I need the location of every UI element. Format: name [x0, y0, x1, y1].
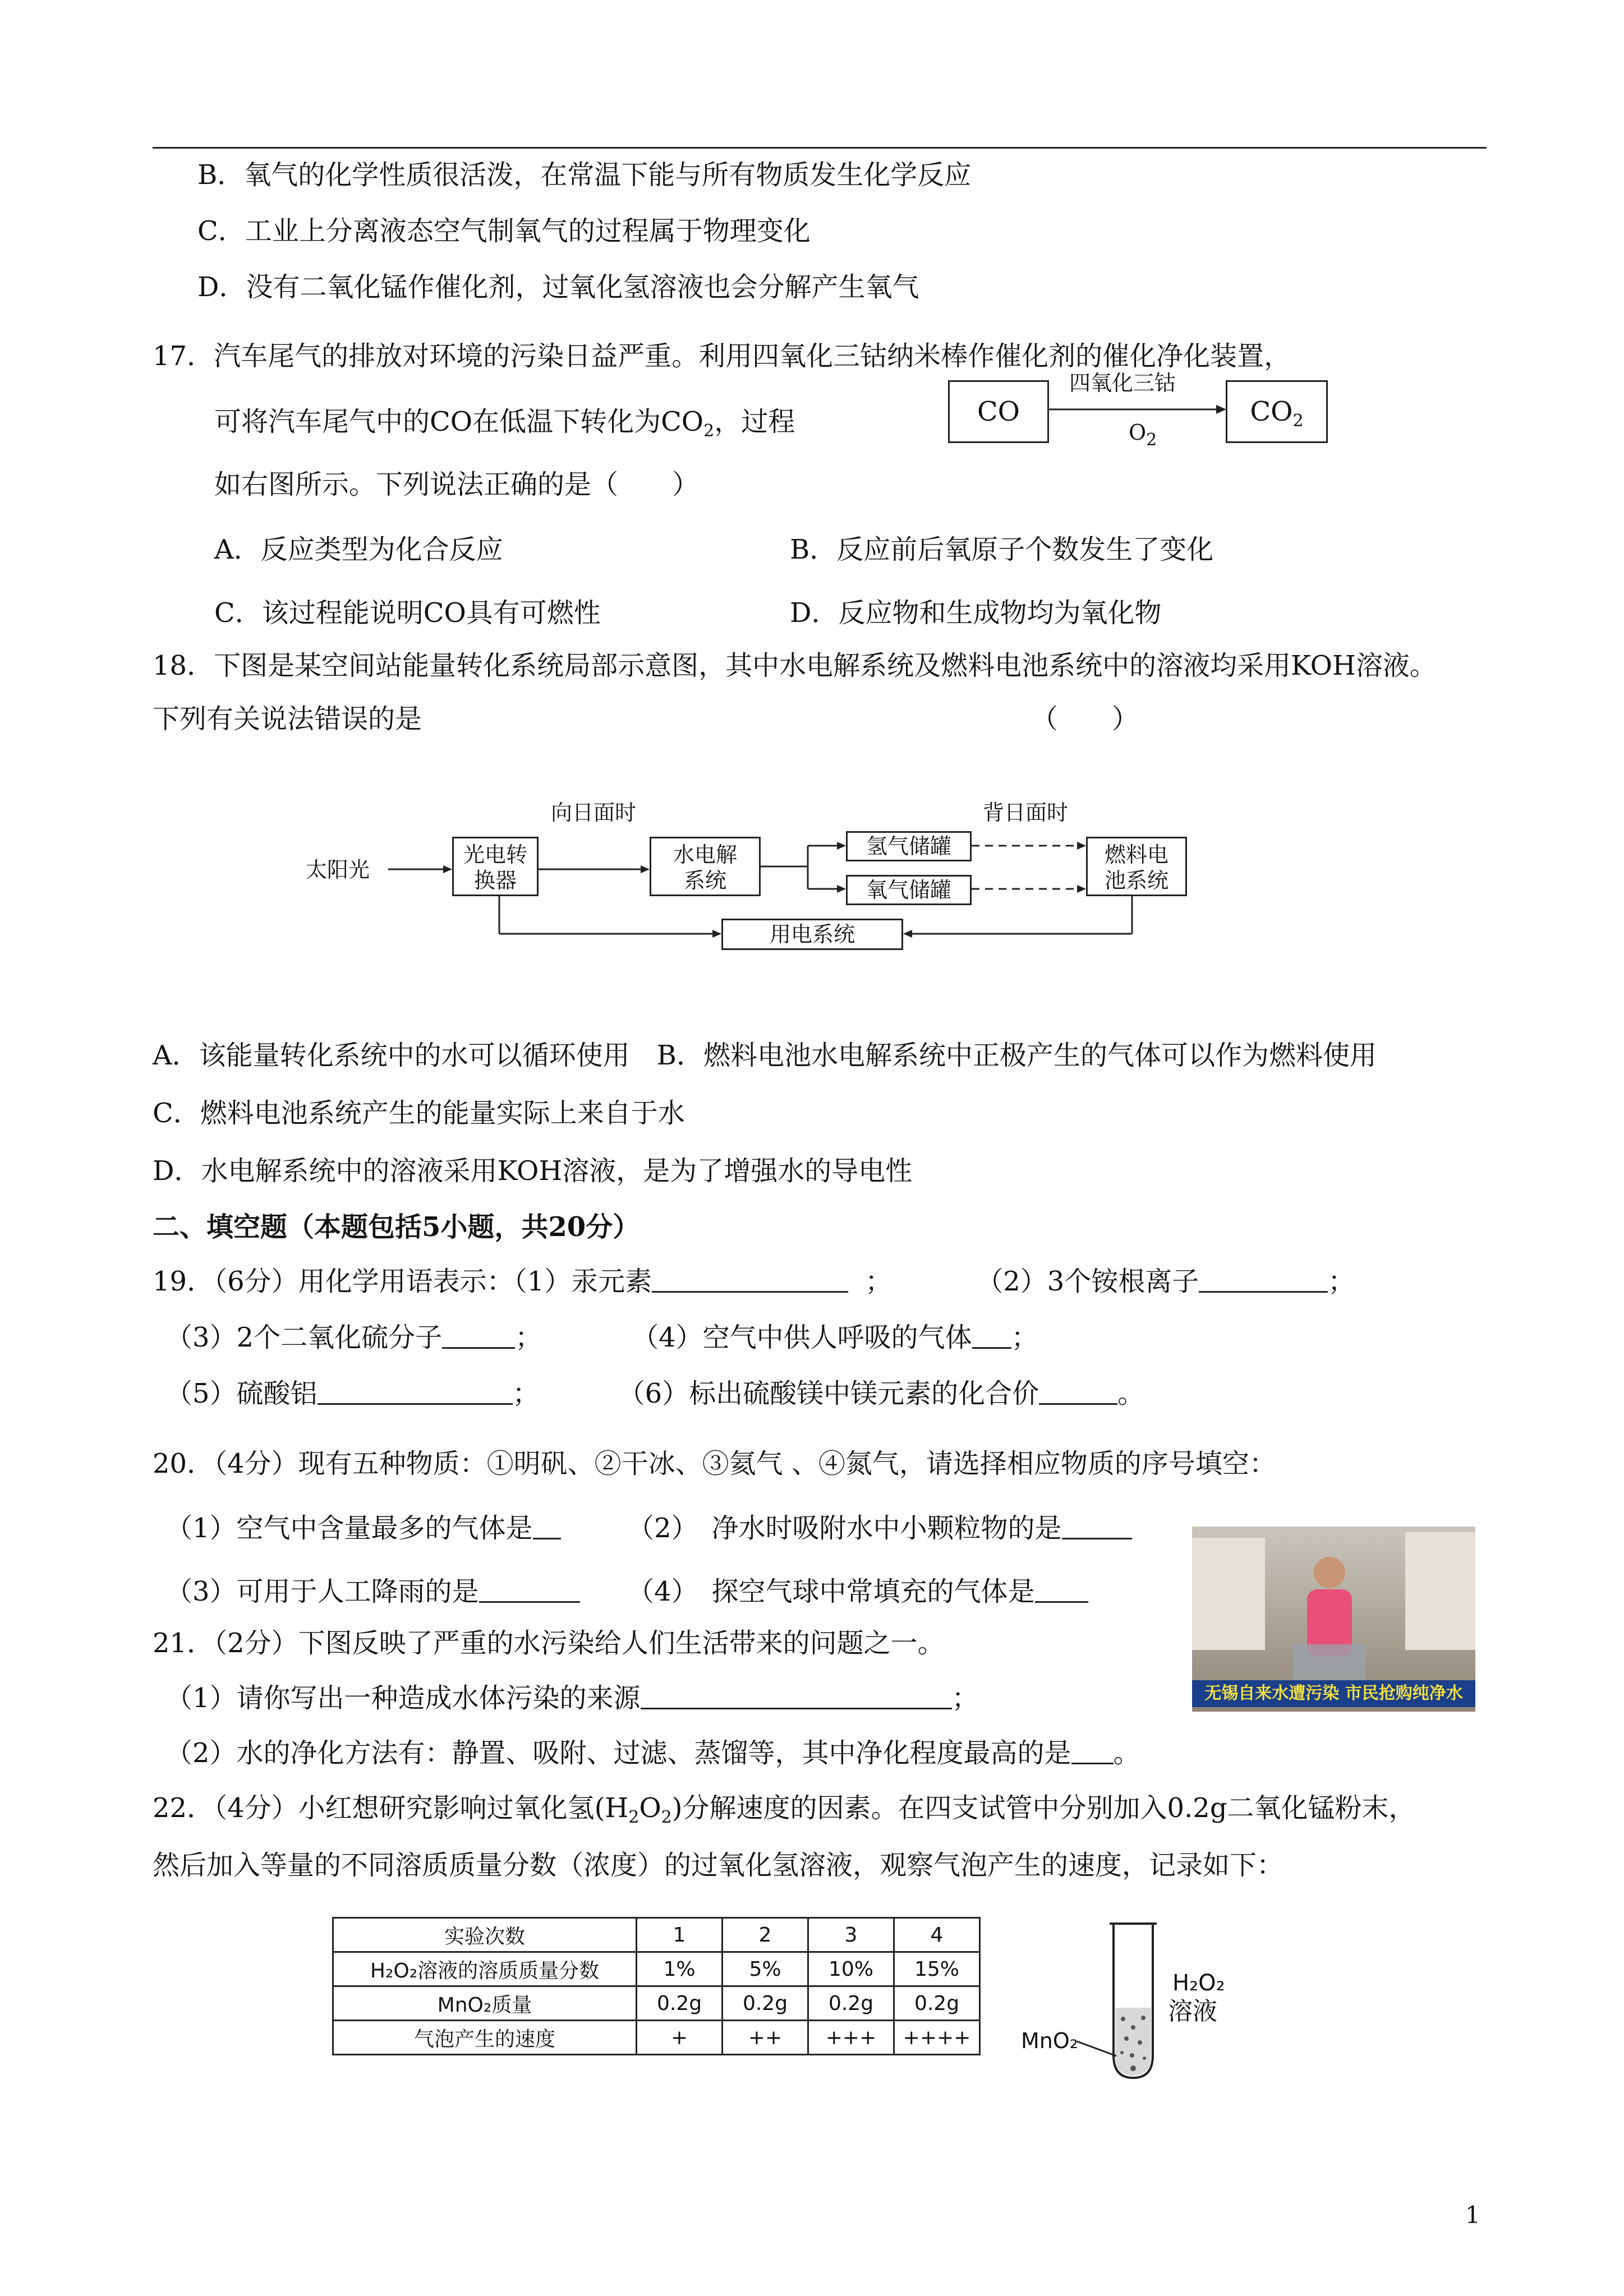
q21-item-2: （2）水的净化方法有：静置、吸附、过滤、蒸馏等，其中净化程度最高的是 。: [165, 1737, 1140, 1769]
table-cell: ++++: [894, 2021, 980, 2055]
q19-blank-4[interactable]: [972, 1324, 1011, 1349]
table-cell: H₂O₂溶液的溶质质量分数: [333, 1952, 637, 1986]
q18-stem-2: 下列有关说法错误的是: [153, 703, 422, 735]
catalyst-label: 四氧化三钴: [1069, 371, 1176, 395]
q20-blank-3[interactable]: [479, 1578, 580, 1603]
q22-stem-1: 22．（4分）小红想研究影响过氧化氢$(H_2O_2)$分解速度的因素。在四支试管中分别加入0.2g二氧化锰粉末，: [153, 1792, 1416, 1827]
table-header-cell: 1: [637, 1918, 723, 1952]
q21-item-1: （1）请你写出一种造成水体污染的来源 ；: [165, 1682, 979, 1714]
table-cell: 0.2g: [894, 1986, 980, 2021]
table-cell: 气泡产生的速度: [333, 2021, 637, 2055]
co-box: CO: [948, 380, 1049, 443]
q19-blank-2[interactable]: [1199, 1267, 1328, 1293]
q17-stem-1: 17．汽车尾气的排放对环境的污染日益严重。利用四氧化三钴纳米棒作催化剂的催化净化装置，: [153, 340, 1291, 372]
page-number: 1: [1465, 2201, 1480, 2229]
q19-blank-1[interactable]: [652, 1267, 848, 1293]
table-cell: 0.2g: [808, 1986, 894, 2021]
table-row: [333, 1952, 980, 1986]
q21-blank-1[interactable]: [641, 1684, 952, 1709]
table-cell: 10%: [808, 1952, 894, 1986]
table-cell: 0.2g: [723, 1986, 808, 2021]
tube-label-mno2: MnO₂: [1021, 2028, 1079, 2053]
section-2-heading: 二、填空题（本题包括5小题，共20分）: [153, 1211, 640, 1243]
q16-option-c: C．工业上分离液态空气制氧气的过程属于物理变化: [197, 215, 811, 247]
q17-stem-2: 可将汽车尾气中的CO在低温下转化为$CO_2$，过程: [214, 406, 795, 441]
water-pollution-photo: [1192, 1527, 1475, 1712]
q20-blank-4[interactable]: [1035, 1578, 1088, 1603]
experiment-table: [332, 1917, 981, 2055]
q19-line-2: （3）2个二氧化硫分子 ； （4）空气中供人呼吸的气体 ；: [165, 1322, 1038, 1353]
table-row: [333, 1986, 980, 2021]
q20-item-1: （1）空气中含量最多的气体是: [165, 1511, 561, 1545]
q17-option-a: A．反应类型为化合反应: [214, 534, 503, 565]
q18-option-a: A．该能量转化系统中的水可以循环使用 B．燃料电池水电解系统中正极产生的气体可以作为燃料使用: [153, 1040, 1377, 1071]
q22-stem-2: 然后加入等量的不同溶质质量分数（浓度）的过氧化氢溶液，观察气泡产生的速度，记录如下：: [153, 1850, 1284, 1881]
shopper-figure: [1293, 1549, 1366, 1684]
q18-option-d: D．水电解系统中的溶液采用KOH溶液，是为了增强水的导电性: [153, 1155, 913, 1187]
table-header-cell: 2: [723, 1918, 808, 1952]
q20-item-3: （3）可用于人工降雨的是: [165, 1575, 580, 1608]
table-header-row: [333, 1918, 980, 1952]
q16-option-d: D．没有二氧化锰作催化剂，过氧化氢溶液也会分解产生氧气: [197, 271, 919, 303]
q19-line-3: （5）硫酸铝 ； （6）标出硫酸镁中镁元素的化合价 。: [165, 1378, 1145, 1409]
table-cell: 1%: [637, 1952, 723, 1986]
q18-stem-1: 18．下图是某空间站能量转化系统局部示意图，其中水电解系统及燃料电池系统中的溶液均采用KOH溶液。: [153, 650, 1437, 681]
table-cell: +++: [808, 2021, 894, 2055]
table-header-cell: 3: [808, 1918, 894, 1952]
q21-stem: 21．（2分）下图反映了严重的水污染给人们生活带来的问题之一。: [153, 1628, 945, 1659]
q20-blank-1[interactable]: [533, 1514, 561, 1539]
hydrogen-tank-box: 氢气储罐: [846, 831, 972, 861]
q19-blank-5[interactable]: [318, 1380, 513, 1405]
table-cell: MnO₂质量: [333, 1986, 637, 2021]
q19-blank-6[interactable]: [1039, 1380, 1117, 1405]
table-cell: 0.2g: [637, 1986, 723, 2021]
q17-stem-3: 如右图所示。下列说法正确的是（ ）: [214, 469, 700, 500]
photoelectric-converter-box: 光电转 换器: [452, 837, 539, 896]
co2-box: $CO_2$: [1226, 380, 1328, 443]
table-header-cell: 4: [894, 1918, 980, 1952]
table-cell: 5%: [723, 1952, 808, 1986]
q20-item-4: （4） 探空气球中常填充的气体是: [627, 1575, 1088, 1608]
table-cell: 15%: [894, 1952, 980, 1986]
tube-label-h2o2: H₂O₂: [1172, 1970, 1225, 1996]
oxygen-tank-box: 氧气储罐: [846, 875, 972, 905]
q20-stem: 20．（4分）现有五种物质：①明矾、②干冰、③氦气 、④氮气，请选择相应物质的序号填空：: [153, 1448, 1276, 1479]
back-facing-label: 背日面时: [983, 800, 1069, 825]
q16-option-b: B．氧气的化学性质很活泼，在常温下能与所有物质发生化学反应: [197, 159, 972, 191]
fuel-cell-box: 燃料电 池系统: [1086, 837, 1187, 896]
table-cell: +: [637, 2021, 723, 2055]
o2-label: $O_2$: [1129, 420, 1157, 450]
mno2-pointer: [1077, 2036, 1122, 2064]
q17-option-c: C．该过程能说明CO具有可燃性: [214, 597, 601, 629]
q20-blank-2[interactable]: [1062, 1514, 1132, 1539]
sun-facing-label: 向日面时: [551, 800, 637, 825]
tube-label-solution: 溶液: [1168, 1997, 1217, 2026]
q21-blank-2[interactable]: [1071, 1739, 1114, 1764]
q18-option-c: C．燃料电池系统产生的能量实际上来自于水: [153, 1098, 685, 1129]
q17-option-d: D．反应物和生成物均为氧化物: [790, 597, 1162, 629]
table-cell: ++: [723, 2021, 808, 2055]
table-header-cell: 实验次数: [333, 1918, 637, 1952]
electrolysis-box: 水电解 系统: [650, 837, 761, 896]
power-system-box: 用电系统: [721, 919, 903, 950]
table-row: [333, 2021, 980, 2055]
q19-blank-3[interactable]: [442, 1324, 515, 1349]
photo-caption: 无锡自来水遭污染 市民抢购纯净水: [1192, 1680, 1475, 1707]
q19-line-1: 19．（6分）用化学用语表示：（1）汞元素 ； （2）3个铵根离子 ；: [153, 1266, 1355, 1297]
q17-option-b: B．反应前后氧原子个数发生了变化: [790, 534, 1214, 565]
q18-answer-paren: （ ）: [1031, 703, 1139, 735]
q20-item-2: （2） 净水时吸附水中小颗粒物的是: [627, 1511, 1132, 1545]
sunlight-label: 太阳光: [306, 857, 370, 882]
